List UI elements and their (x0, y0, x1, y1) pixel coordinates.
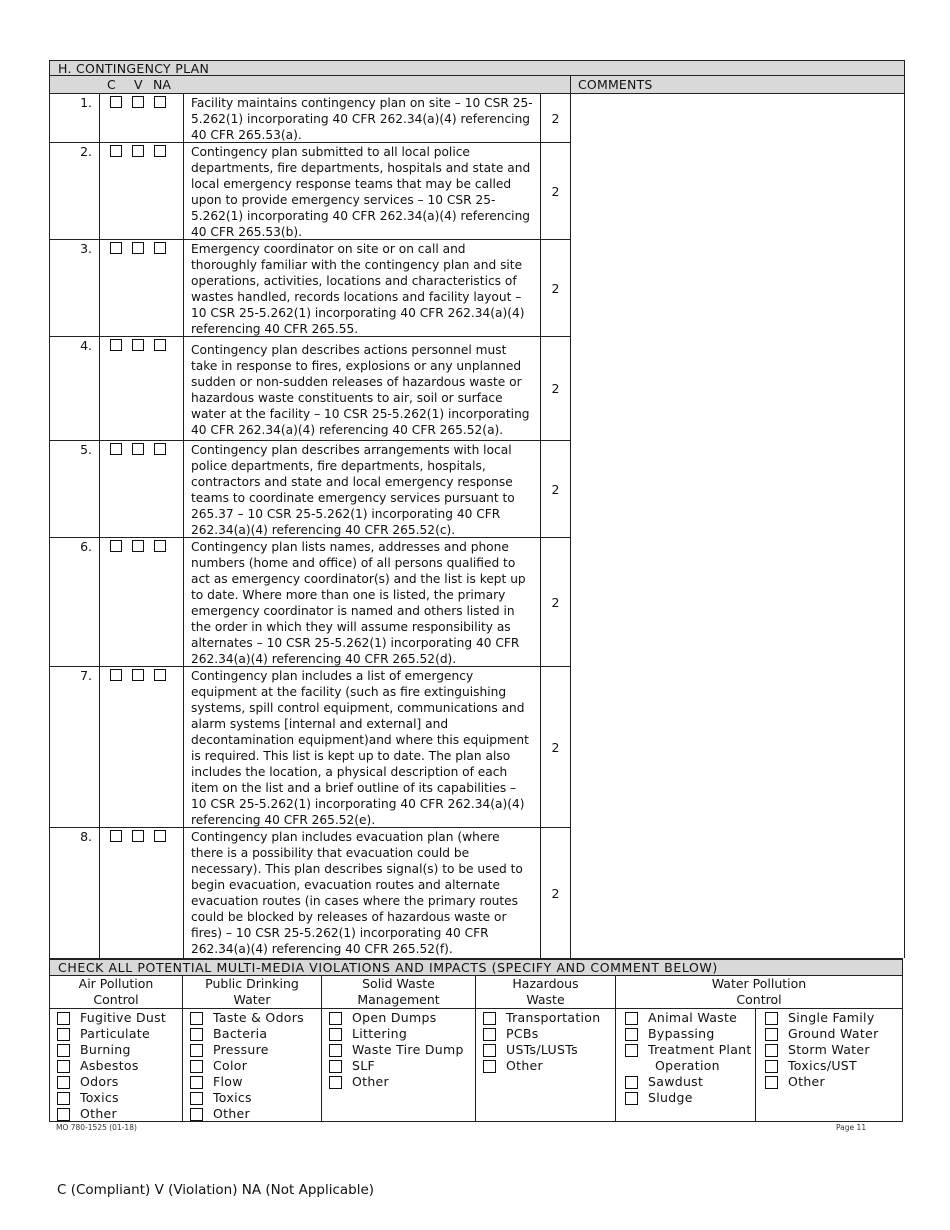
column-header-row (49, 76, 905, 94)
checkbox[interactable] (765, 1028, 778, 1041)
checkbox[interactable] (190, 1076, 203, 1089)
compliant-checkbox[interactable] (110, 830, 122, 842)
status-legend: C (Compliant) V (Violation) NA (Not Applicable) (57, 1182, 375, 1198)
item-text: Contingency plan lists names, addresses and phone numbers (home and office) of all persons qualified to act as emergency coordinator(s) and the list is kept up to date. Where more than one is listed, the primary emergency coordinator is named and others listed in the order in which they will assume responsibility as alternates – 10 CSR 25-5.262(1) incorporating 40 CFR 262.34(a)(4) referencing 40 CFR 265.52(d). (184, 538, 541, 666)
item-number: 2. (50, 143, 100, 239)
not-applicable-checkbox[interactable] (154, 830, 166, 842)
item-points: 2 (551, 183, 560, 199)
item-text: Contingency plan submitted to all local police departments, fire departments, hospitals and state and local emergency response teams that may be called upon to provide emergency services – 10 CSR 25-5.262(1) incorporating 40 CFR 262.34(a)(4) referencing 40 CFR 265.53(b). (184, 143, 541, 239)
not-applicable-checkbox[interactable] (154, 540, 166, 552)
checkbox-item[interactable]: Open Dumps (329, 1010, 475, 1026)
checkbox[interactable] (190, 1060, 203, 1073)
column-heading: Solid Waste Management (322, 976, 475, 1009)
compliant-checkbox[interactable] (110, 540, 122, 552)
item-points: 2 (551, 594, 560, 610)
checkbox-item[interactable]: Other (765, 1074, 902, 1090)
checklist-row (50, 240, 570, 337)
item-text: Contingency plan describes actions personnel must take in response to fires, explosions or any unplanned sudden or non-sudden releases of hazardous waste or hazardous waste constituents to air, soil or surface water at the facility – 10 CSR 25-5.262(1) incorporating 40 CFR 262.34(a)(4) referencing 40 CFR 265.52(a). (184, 337, 541, 440)
checkbox-item-continuation: Operation (655, 1058, 720, 1073)
checkbox-item[interactable]: Transportation (483, 1010, 615, 1026)
solid-waste-column (322, 976, 476, 1121)
checklist-row (50, 538, 570, 667)
not-applicable-checkbox[interactable] (154, 145, 166, 157)
violation-checkbox[interactable] (132, 830, 144, 842)
checkbox[interactable] (625, 1092, 638, 1105)
item-points: 2 (551, 381, 560, 396)
inspection-form (49, 60, 905, 1122)
checkbox-item[interactable]: Storm Water (765, 1042, 902, 1058)
column-heading: Air Pollution Control (50, 976, 182, 1009)
checkbox-item[interactable]: PCBs (483, 1026, 615, 1042)
checkbox[interactable] (329, 1060, 342, 1073)
item-text: Emergency coordinator on site or on call and thoroughly familiar with the contingency plan and site operations, activities, locations and characteristics of wastes handled, records locations and facility layout – 10 CSR 25-5.262(1) incorporating 40 CFR 262.34(a)(4) referencing 40 CFR 265.55. (184, 240, 541, 336)
checkbox-item[interactable]: Animal Waste (625, 1010, 755, 1026)
checkbox-item[interactable]: Toxics (57, 1090, 182, 1106)
checkbox[interactable] (190, 1044, 203, 1057)
form-number: MO 780-1525 (01-18) (56, 1123, 137, 1132)
compliant-checkbox[interactable] (110, 96, 122, 108)
checkbox-item[interactable]: Toxics/UST (765, 1058, 902, 1074)
violation-checkbox[interactable] (132, 540, 144, 552)
violation-checkbox[interactable] (132, 339, 144, 351)
status-checkboxes (100, 337, 184, 440)
checkbox[interactable] (625, 1076, 638, 1089)
item-number: 3. (50, 240, 100, 336)
status-checkboxes (100, 667, 184, 827)
checkbox[interactable] (765, 1044, 778, 1057)
item-points: 2 (551, 110, 560, 126)
item-points: 2 (551, 739, 560, 755)
item-points: 2 (551, 481, 560, 497)
status-checkboxes (100, 94, 184, 142)
violation-checkbox[interactable] (132, 145, 144, 157)
header-c: C (107, 77, 116, 92)
status-checkboxes (100, 538, 184, 666)
item-text: Contingency plan includes evacuation plan (where there is a possibility that evacuation could be necessary). This plan describes signal(s) to be used to begin evacuation, evacuation routes and alternate evacuation routes (in cases where the primary routes could be blocked by releases of hazardous waste or fires) – 10 CSR 25-5.262(1) incorporating 40 CFR 262.34(a)(4) referencing 40 CFR 265.52(f). (184, 828, 541, 958)
header-na: NA (153, 77, 171, 92)
checklist-row (50, 143, 570, 240)
checklist-body (49, 94, 905, 958)
checkbox[interactable] (329, 1028, 342, 1041)
item-text: Contingency plan includes a list of emergency equipment at the facility (such as fire extinguishing systems, spill control equipment, communications and alarm systems [internal and external] and decontamination equipment)and where this equipment is required. This list is kept up to date. The plan also includes the location, a physical description of each item on the list and a brief outline of its capabilities – 10 CSR 25-5.262(1) incorporating 40 CFR 262.34(a)(4) referencing 40 CFR 265.52(e). (184, 667, 541, 827)
checkbox[interactable] (765, 1076, 778, 1089)
checkbox-item[interactable]: Waste Tire Dump (329, 1042, 475, 1058)
checkbox[interactable] (57, 1012, 70, 1025)
checkbox[interactable] (483, 1060, 496, 1073)
column-heading: Water Pollution Control (616, 976, 902, 1009)
checklist-row (50, 667, 570, 828)
checkbox-item[interactable]: USTs/LUSTs (483, 1042, 615, 1058)
comments-header: COMMENTS (571, 76, 904, 93)
cvna-header (50, 76, 571, 93)
item-text: Contingency plan describes arrangements with local police departments, fire departments, hospitals, contractors and state and local emergency response teams to coordinate emergency services pursuant to 265.37 – 10 CSR 25-5.262(1) incorporating 40 CFR 262.34(a)(4) referencing 40 CFR 265.52(c). (184, 441, 541, 537)
compliant-checkbox[interactable] (110, 443, 122, 455)
checkbox-item[interactable]: Taste & Odors (190, 1010, 321, 1026)
checkbox-item[interactable]: Toxics (190, 1090, 321, 1106)
not-applicable-checkbox[interactable] (154, 339, 166, 351)
not-applicable-checkbox[interactable] (154, 242, 166, 254)
checkbox[interactable] (57, 1060, 70, 1073)
checklist-row (50, 828, 570, 958)
compliant-checkbox[interactable] (110, 145, 122, 157)
checkbox[interactable] (765, 1012, 778, 1025)
compliant-checkbox[interactable] (110, 669, 122, 681)
not-applicable-checkbox[interactable] (154, 443, 166, 455)
checkbox-item[interactable]: Asbestos (57, 1058, 182, 1074)
checkbox[interactable] (625, 1028, 638, 1041)
checkbox-item[interactable]: Other (483, 1058, 615, 1074)
multimedia-grid (49, 976, 903, 1122)
column-heading: Hazardous Waste (476, 976, 615, 1009)
checkbox-item[interactable]: Particulate (57, 1026, 182, 1042)
checkbox-item[interactable]: Other (190, 1106, 321, 1122)
checkbox-item[interactable]: Ground Water (765, 1026, 902, 1042)
violation-checkbox[interactable] (132, 96, 144, 108)
violation-checkbox[interactable] (132, 242, 144, 254)
page-number: Page 11 (836, 1123, 867, 1132)
checkbox-item[interactable]: Flow (190, 1074, 321, 1090)
checkbox[interactable] (625, 1044, 638, 1057)
checkbox[interactable] (57, 1028, 70, 1041)
status-checkboxes (100, 143, 184, 239)
checkbox-item[interactable]: Sludge (625, 1090, 755, 1106)
checklist-items (50, 94, 571, 958)
checkbox[interactable] (190, 1012, 203, 1025)
checkbox[interactable] (190, 1028, 203, 1041)
checkbox[interactable] (625, 1012, 638, 1025)
checkbox[interactable] (329, 1012, 342, 1025)
checkbox[interactable] (483, 1012, 496, 1025)
status-checkboxes (100, 441, 184, 537)
checkbox[interactable] (57, 1076, 70, 1089)
not-applicable-checkbox[interactable] (154, 96, 166, 108)
checkbox-item[interactable]: Single Family (765, 1010, 902, 1026)
checkbox-item[interactable]: Bypassing (625, 1026, 755, 1042)
item-number: 4. (50, 337, 100, 440)
status-checkboxes (100, 240, 184, 336)
checkbox-item[interactable]: Littering (329, 1026, 475, 1042)
checklist-row (50, 441, 570, 538)
checkbox[interactable] (190, 1108, 203, 1121)
checkbox-item[interactable]: Sawdust (625, 1074, 755, 1090)
hazardous-waste-column (476, 976, 616, 1121)
item-number: 6. (50, 538, 100, 666)
compliant-checkbox[interactable] (110, 339, 122, 351)
checkbox[interactable] (57, 1108, 70, 1121)
checkbox[interactable] (329, 1076, 342, 1089)
checkbox[interactable] (483, 1044, 496, 1057)
item-number: 8. (50, 828, 100, 958)
checkbox[interactable] (483, 1028, 496, 1041)
comments-area[interactable] (571, 94, 904, 958)
not-applicable-checkbox[interactable] (154, 669, 166, 681)
air-pollution-column (50, 976, 183, 1121)
checkbox-item[interactable]: Color (190, 1058, 321, 1074)
checkbox[interactable] (190, 1092, 203, 1105)
checkbox-item[interactable]: Burning (57, 1042, 182, 1058)
checkbox[interactable] (57, 1092, 70, 1105)
checkbox-item[interactable]: Pressure (190, 1042, 321, 1058)
violation-checkbox[interactable] (132, 443, 144, 455)
section-title: H. CONTINGENCY PLAN (49, 60, 905, 76)
item-points: 2 (551, 280, 560, 296)
checkbox[interactable] (57, 1044, 70, 1057)
compliant-checkbox[interactable] (110, 242, 122, 254)
item-number: 1. (50, 94, 100, 142)
checkbox-item[interactable]: Fugitive Dust (57, 1010, 182, 1026)
header-v: V (134, 77, 143, 92)
item-number: 7. (50, 667, 100, 827)
multimedia-title: CHECK ALL POTENTIAL MULTI-MEDIA VIOLATIONS AND IMPACTS (SPECIFY AND COMMENT BELOW) (49, 958, 903, 976)
item-points: 2 (551, 885, 560, 901)
checklist-row (50, 337, 570, 441)
item-text: Facility maintains contingency plan on site – 10 CSR 25-5.262(1) incorporating 40 CFR 262.34(a)(4) referencing 40 CFR 265.53(a). (184, 94, 541, 142)
checkbox-item[interactable]: Other (57, 1106, 182, 1122)
checkbox-item[interactable]: Other (329, 1074, 475, 1090)
checkbox-item[interactable]: Treatment Plant (625, 1042, 755, 1058)
checkbox-item[interactable]: SLF (329, 1058, 475, 1074)
drinking-water-column (183, 976, 322, 1121)
column-heading: Public Drinking Water (183, 976, 321, 1009)
item-number: 5. (50, 441, 100, 537)
checkbox[interactable] (329, 1044, 342, 1057)
water-pollution-column (616, 976, 902, 1121)
status-checkboxes (100, 828, 184, 958)
violation-checkbox[interactable] (132, 669, 144, 681)
checklist-row (50, 94, 570, 143)
checkbox-item[interactable]: Bacteria (190, 1026, 321, 1042)
checkbox-item[interactable]: Odors (57, 1074, 182, 1090)
checkbox[interactable] (765, 1060, 778, 1073)
